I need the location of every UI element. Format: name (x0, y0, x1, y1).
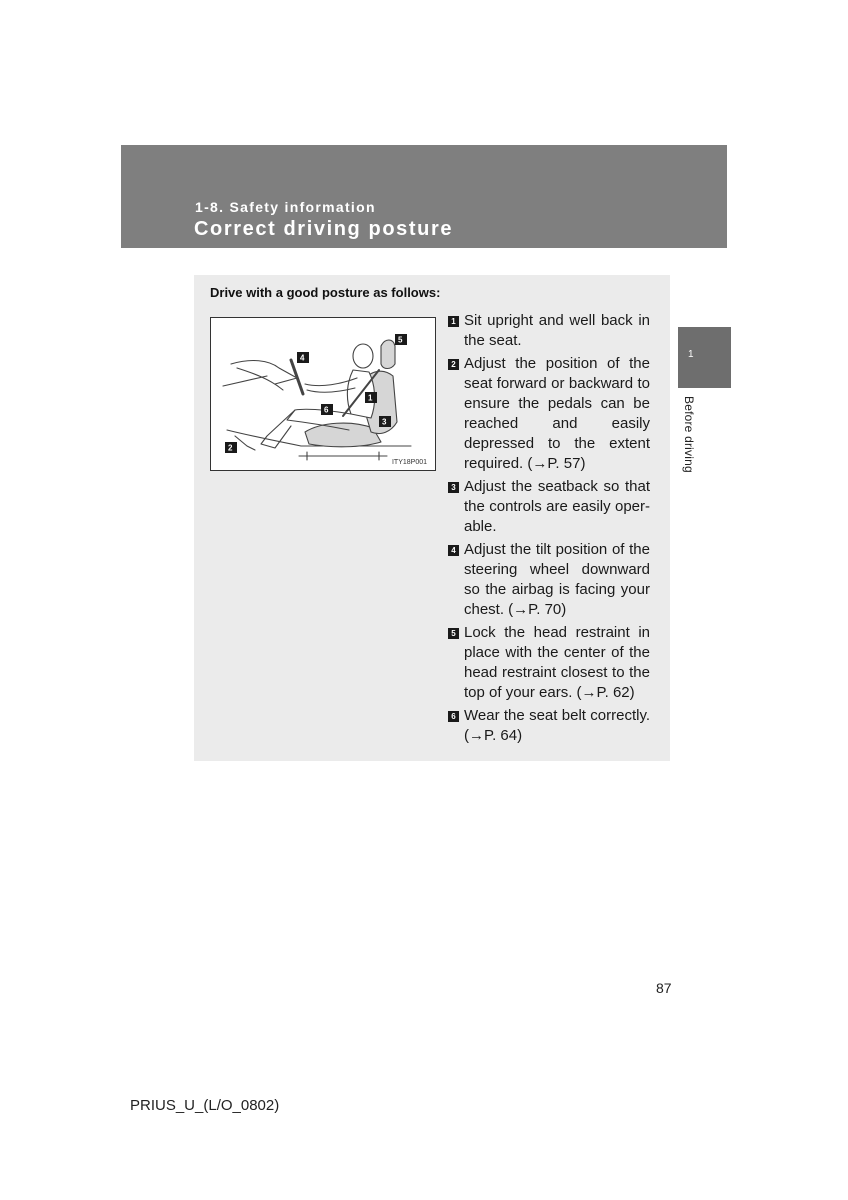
step-number-badge: 3 (448, 482, 459, 493)
lead-text: Drive with a good posture as follows: (210, 285, 441, 300)
step-item (448, 706, 650, 746)
callout-5: 5 (398, 335, 403, 345)
chapter-tab-number: 1 (688, 349, 694, 360)
page-title: Correct driving posture (194, 218, 454, 240)
head-restraint (381, 340, 395, 369)
step-text: Sit upright and well back in the seat. (464, 312, 650, 349)
step-item (448, 477, 650, 537)
callout-3: 3 (382, 417, 387, 427)
step-text: Adjust the seatback so that the controls are easily oper-able. (464, 478, 650, 535)
driver-seat-drawing (211, 318, 435, 470)
step-number-badge: 5 (448, 628, 459, 639)
posture-info-box (194, 275, 670, 761)
step-number-badge: 6 (448, 711, 459, 722)
step-item (448, 311, 650, 351)
page-number: 87 (656, 980, 672, 996)
cowl-line (223, 376, 267, 386)
step-text: Adjust the position of the seat forward or backward to ensure the pedals can be reached and easily depressed to the extent required. (→P. 57) (464, 355, 650, 472)
step-number-badge: 4 (448, 545, 459, 556)
step-item (448, 354, 650, 474)
document-footer: PRIUS_U_(L/O_0802) (130, 1097, 280, 1114)
dashboard-lower (237, 368, 283, 390)
driving-posture-illustration (210, 317, 436, 471)
posture-steps-list (448, 311, 650, 749)
chapter-tab-label: Before driving (682, 396, 696, 473)
callout-2: 2 (228, 443, 233, 453)
step-text: Wear the seat belt correctly. (→P. 64) (464, 707, 650, 744)
step-item (448, 623, 650, 703)
seat-rail (299, 452, 387, 460)
chapter-header (121, 145, 727, 248)
pedal (235, 436, 255, 450)
step-text: Adjust the tilt position of the steering wheel downward so the airbag is facing your chest. (→P. 70) (464, 541, 650, 618)
step-number-badge: 1 (448, 316, 459, 327)
steering-wheel (291, 360, 303, 394)
chapter-tab[interactable] (678, 327, 731, 388)
callout-4: 4 (300, 353, 305, 363)
driver-head (353, 344, 373, 368)
callout-1: 1 (368, 393, 373, 403)
step-text: Lock the head restraint in place with the center of the head restraint closest to the top of your ears. (→P. 62) (464, 624, 650, 701)
section-label: 1-8. Safety information (195, 199, 376, 215)
step-item (448, 540, 650, 620)
step-number-badge: 2 (448, 359, 459, 370)
figure-code: ITY18P001 (391, 459, 427, 466)
callout-6: 6 (324, 405, 329, 415)
steering-column (275, 378, 297, 384)
